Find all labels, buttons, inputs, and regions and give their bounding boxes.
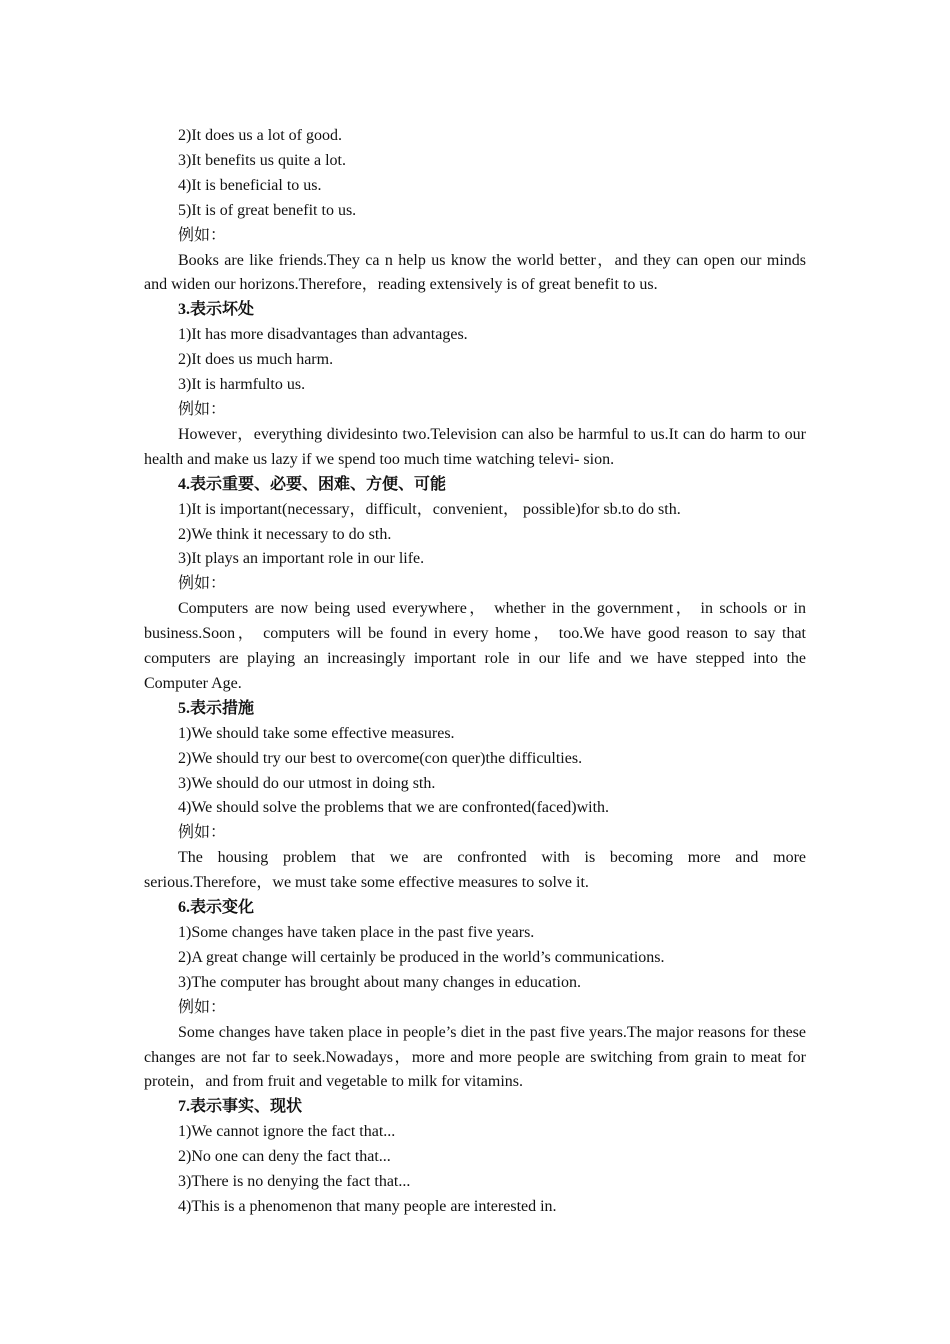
list-item: 2)A great change will certainly be produced in the world’s communications. — [178, 948, 665, 966]
list-item: 2)It does us a lot of good. — [178, 127, 342, 144]
list-item: 1)We should take some effective measures. — [178, 724, 455, 742]
document-body — [144, 124, 806, 1220]
list-item: 3)We should do our utmost in doing sth. — [178, 774, 436, 792]
example-paragraph: The housing problem that we are confronted with is becoming more and more serious.Therefore，we must take some effective measures to solve it. — [144, 849, 806, 892]
list-item: 4)This is a phenomenon that many people are interested in. — [178, 1197, 557, 1215]
list-item: 4)It is beneficial to us. — [178, 176, 322, 194]
example-paragraph: Books are like friends.They ca n help us know the world better，and they can open our minds and widen our horizons.Therefore，reading extensively is of great benefit to us. — [144, 251, 806, 294]
example-label: 例如： — [178, 998, 227, 1016]
list-item: 3)There is no denying the fact that... — [178, 1173, 411, 1191]
section-heading: 5.表示措施 — [178, 699, 255, 717]
list-item: 3)It is harmfulto us. — [178, 376, 306, 394]
example-label: 例如： — [178, 226, 227, 244]
section-heading: 4.表示重要、必要、困难、方便、可能 — [178, 475, 447, 493]
list-item: 3)It plays an important role in our life. — [178, 550, 425, 568]
section-heading: 6.表示变化 — [178, 899, 255, 917]
list-item: 1)Some changes have taken place in the past five years. — [178, 924, 535, 941]
example-paragraph: However，everything dividesinto two.Television can also be harmful to us.It can do harm to our health and make us lazy if we spend too much time watching televi- sion. — [144, 425, 806, 468]
list-item: 3)The computer has brought about many changes in education. — [178, 973, 581, 991]
list-item: 3)It benefits us quite a lot. — [178, 151, 346, 169]
example-label: 例如： — [178, 824, 227, 842]
section-heading: 7.表示事实、现状 — [178, 1098, 303, 1116]
list-item: 2)We should try our best to overcome(con quer)the difficulties. — [178, 749, 583, 767]
list-item: 2)We think it necessary to do sth. — [178, 525, 392, 543]
list-item: 1)It has more disadvantages than advantages. — [178, 326, 468, 344]
example-paragraph: Computers are now being used everywhere， whether in the government， in schools or in business.Soon， computers will be found in every home， too.We have good reason to say that computers are playing an increasingly important role in our life and we have stepped into the Computer Age. — [144, 600, 806, 692]
list-item: 2)It does us much harm. — [178, 351, 334, 369]
list-item: 1)It is important(necessary，difficult，convenient， possible)for sb.to do sth. — [178, 500, 681, 518]
list-item: 1)We cannot ignore the fact that... — [178, 1123, 396, 1141]
list-item: 2)No one can deny the fact that... — [178, 1148, 391, 1166]
section-heading: 3.表示坏处 — [178, 301, 255, 319]
example-label: 例如： — [178, 400, 227, 418]
list-item: 5)It is of great benefit to us. — [178, 201, 357, 219]
example-label: 例如： — [178, 575, 227, 593]
list-item: 4)We should solve the problems that we are confronted(faced)with. — [178, 799, 610, 817]
example-paragraph: Some changes have taken place in people’s diet in the past five years.The major reasons for these changes are not far to seek.Nowadays，more and more people are switching from grain to meat for protein，and from fruit and vegetable to milk for vitamins. — [144, 1023, 806, 1091]
